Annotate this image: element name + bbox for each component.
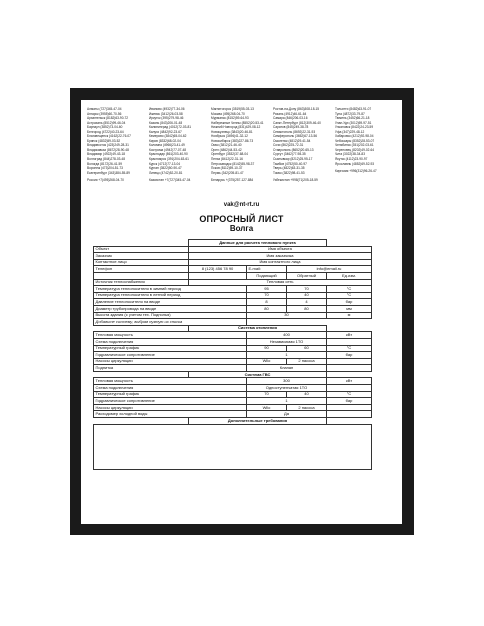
section-header: Данные для расчета теплового пункта: [189, 240, 327, 247]
city-phone: Тольятти (8482)63-91-07: [335, 107, 372, 111]
city-phone: Благовещенск (4162)22-76-07: [87, 134, 131, 139]
unit-label: °С: [327, 292, 372, 299]
field-label: Температура теплоносителя в летний период: [94, 292, 247, 299]
heating-makeup-select[interactable]: Клапан: [247, 365, 327, 372]
city-phone: Волгоград (844)278-03-48: [87, 157, 125, 162]
column-header: Обратный: [287, 272, 327, 279]
winter-supply-field[interactable]: 95: [247, 286, 287, 293]
city-phone: Екатеринбург (343)384-55-89: [87, 170, 130, 175]
city-phone: Калининград (4012)72-03-81: [149, 125, 191, 130]
empty-cell: [327, 338, 372, 345]
dhw-temp-supply-field[interactable]: 70: [247, 391, 287, 398]
questionnaire-table: [93, 239, 372, 470]
empty-cell: [327, 358, 372, 365]
summer-supply-field[interactable]: 70: [247, 292, 287, 299]
city-column: [211, 107, 273, 183]
dhw-resistance-field[interactable]: 1: [247, 398, 327, 405]
city-phone: Сочи (862)225-72-31: [273, 143, 304, 148]
field-label: Схема подключения: [94, 385, 247, 392]
city-phone: Казань (843)206-01-48: [149, 120, 183, 125]
page-subtitle: Волга: [229, 224, 254, 233]
field-label: Температура теплоносителя в зимний период: [94, 286, 247, 293]
source-field[interactable]: Тепловая сеть: [189, 279, 372, 286]
city-phone: Орел (4862)44-53-42: [211, 147, 242, 152]
dhw-power-field[interactable]: 300: [247, 378, 327, 385]
empty-cell: [327, 404, 372, 411]
field-label: Заказчик: [94, 253, 189, 260]
section-header: Система ГВС: [189, 371, 327, 378]
empty-cell: [327, 411, 372, 418]
city-phone: Краснодар (861)203-40-90: [149, 152, 188, 157]
column-header: Подающий: [247, 272, 287, 279]
country-phone: Беларусь +(375)257-127-884: [211, 178, 254, 183]
diameter-return-field[interactable]: 80: [287, 305, 327, 312]
field-label: Насосы циркуляции: [94, 404, 247, 411]
empty-cell: [94, 272, 189, 279]
unit-label: °С: [327, 345, 372, 352]
field-label: Тепловая мощность: [94, 378, 247, 385]
customer-field[interactable]: Имя заказчика: [189, 253, 372, 260]
country-phone: Узбекистан +998(71)205-18-59: [273, 178, 318, 183]
page-title: ОПРОСНЫЙ ЛИСТ: [199, 214, 284, 224]
heating-pump-count-select[interactable]: 2 насоса: [287, 358, 327, 365]
questionnaire-page: [81, 100, 402, 524]
city-phone: Тамбов (4752)50-40-97: [273, 161, 307, 166]
city-phone: Красноярск (391)204-63-61: [149, 157, 189, 162]
summer-return-field[interactable]: 40: [287, 292, 327, 299]
contact-email[interactable]: vak@nt-rt.ru: [223, 202, 260, 208]
section-header: Система отопления: [189, 325, 327, 332]
field-label: Давление теплоносителя на вводе: [94, 299, 247, 306]
city-phone: Ижевск (3412)26-03-58: [149, 111, 183, 116]
dhw-pump-count-select[interactable]: 2 насоса: [287, 404, 327, 411]
dhw-pump-brand-select[interactable]: Wilo: [247, 404, 287, 411]
diameter-supply-field[interactable]: 80: [247, 305, 287, 312]
unit-label: бар: [327, 398, 372, 405]
city-phone: Чебоксары (8352)28-53-07: [335, 138, 375, 143]
city-phone: Сургут (3462)77-98-35: [273, 152, 306, 157]
city-phone: Сыктывкар (8212)25-95-17: [273, 157, 313, 162]
field-label: Контактное лицо: [94, 259, 189, 266]
city-phone: Иркутск (395)279-98-46: [149, 116, 184, 121]
add-system-dropdown[interactable]: Добавьте систему, выбрав нужную из списка: [94, 319, 247, 326]
heating-temp-return-field[interactable]: 60: [287, 345, 327, 352]
unit-label: кВт: [327, 378, 372, 385]
section-header: Дополнительные требования: [189, 418, 327, 425]
city-phone: Ульяновск (8422)24-23-59: [335, 125, 374, 130]
city-phone: Ангарск (3955)60-70-56: [87, 111, 122, 116]
city-phone: Киров (8332)68-02-04: [149, 138, 181, 143]
city-phone: Алматы (727)345-47-04: [87, 107, 122, 111]
city-phone: Барнаул (3852)73-04-60: [87, 125, 123, 130]
phone-field[interactable]: 8 (123) 456 78 90: [189, 266, 247, 273]
field-label: Расходомер холодной воды: [94, 411, 247, 418]
city-phone: Череповец (8202)49-02-64: [335, 147, 375, 152]
city-phone: Тверь (4822)63-31-35: [273, 166, 305, 171]
object-field[interactable]: Имя объекта: [189, 246, 372, 253]
country-phone: Казахстан +7(727)345-47-04: [149, 178, 191, 183]
city-phone: Симферополь (3652)67-13-56: [273, 134, 318, 139]
field-label: Высота здания (с учетом тех. Подполья): [94, 312, 247, 319]
city-phone: Санкт-Петербург (812)309-46-40: [273, 120, 321, 125]
field-label: Подпитка: [94, 365, 247, 372]
city-phone: Тюмень (3452)66-21-18: [335, 116, 370, 121]
city-phone: Новокузнецк (3843)20-46-81: [211, 129, 253, 134]
city-phone: Нижний Новгород (831)429-08-12: [211, 125, 261, 130]
field-label: Насосы циркуляции: [94, 358, 247, 365]
city-column: [335, 107, 397, 174]
city-phone: Липецк (4742)52-20-81: [149, 170, 183, 175]
city-phone: Воронеж (473)204-51-73: [87, 166, 123, 171]
heating-resistance-field[interactable]: 1: [247, 352, 327, 359]
dhw-meter-select[interactable]: Да: [247, 411, 327, 418]
city-phone: Мурманск (8152)59-64-93: [211, 116, 249, 121]
empty-cell: [327, 365, 372, 372]
field-label: Температурный график: [94, 345, 247, 352]
field-label: Телефон: [94, 266, 189, 273]
country-phone: Киргизия +996(312)96-26-47: [335, 169, 377, 174]
city-phone: Омск (3812)21-46-40: [211, 143, 242, 148]
city-phone: Владикавказ (8672)28-90-48: [87, 147, 129, 152]
city-phone: Белгород (4722)40-23-64: [87, 129, 124, 134]
city-phone: Калуга (4842)92-23-67: [149, 129, 182, 134]
city-phone: Пермь (342)205-81-47: [211, 170, 244, 175]
city-phone: Петрозаводск (8142)55-98-37: [211, 161, 255, 166]
city-phone: Владимир (4922)49-43-18: [87, 152, 126, 157]
field-label: Гидравлическое сопротивление: [94, 352, 247, 359]
unit-label: °С: [327, 391, 372, 398]
city-phone: Кострома (4942)77-07-48: [149, 147, 187, 152]
height-field[interactable]: 30: [247, 312, 327, 319]
field-label: Источник теплоснабжения: [94, 279, 189, 286]
city-phone: Архангельск (8182)63-90-72: [87, 116, 129, 121]
heating-temp-supply-field[interactable]: 90: [247, 345, 287, 352]
city-phone: Рязань (4912)46-61-64: [273, 111, 307, 116]
unit-label: бар: [327, 299, 372, 306]
contact-field[interactable]: Имя контактного лица: [189, 259, 372, 266]
city-phone: Новосибирск (383)227-86-73: [211, 138, 254, 143]
field-label: Температурный график: [94, 391, 247, 398]
city-phone: Курск (4712)77-13-04: [149, 161, 181, 166]
column-header: Ед.изм.: [327, 272, 372, 279]
pressure-return-field[interactable]: 4: [287, 299, 327, 306]
city-phone: Магнитогорск (3519)55-03-13: [211, 107, 254, 111]
email-field[interactable]: info@email.ru: [287, 266, 372, 273]
empty-cell: [327, 385, 372, 392]
dhw-temp-return-field[interactable]: 40: [287, 391, 327, 398]
city-phone: Иваново (4932)77-34-06: [149, 107, 185, 111]
city-phone: Астрахань (8512)99-46-04: [87, 120, 126, 125]
empty-cell: [189, 272, 247, 279]
city-phone: Коломна (4966)23-41-49: [149, 143, 185, 148]
heating-pump-brand-select[interactable]: Wilo: [247, 358, 287, 365]
country-phone: Россия +7(495)268-04-70: [87, 178, 124, 183]
city-phone: Тула (4872)33-79-87: [335, 111, 365, 116]
city-phone: Севастополь (8692)22-31-93: [273, 129, 316, 134]
city-phone: Ростов-на-Дону (863)308-18-15: [273, 107, 320, 111]
dhw-scheme-select[interactable]: Одноступенчатая 1ТО: [247, 385, 327, 392]
city-phone: Саратов (845)249-38-78: [273, 125, 309, 130]
unit-label: бар: [327, 352, 372, 359]
city-phone: Псков (8112)59-10-37: [211, 166, 243, 171]
city-phone: Улан-Удэ (3012)59-97-51: [335, 120, 372, 125]
field-label: Объект: [94, 246, 189, 253]
city-phone: Курган (3522)50-90-47: [149, 166, 182, 171]
city-column: [87, 107, 149, 183]
city-phone: Хабаровск (4212)92-98-04: [335, 134, 374, 139]
city-column: [273, 107, 335, 183]
city-phone: Томск (3822)98-41-53: [273, 170, 305, 175]
pressure-supply-field[interactable]: 8: [247, 299, 287, 306]
unit-label: мм: [327, 305, 372, 312]
city-phone: Ставрополь (8652)20-65-13: [273, 147, 314, 152]
city-phone: Смоленск (4812)29-41-54: [273, 138, 311, 143]
extra-requirements-field[interactable]: [94, 424, 372, 470]
city-phone: Самара (846)206-03-16: [273, 116, 308, 121]
city-phone: Пенза (8412)22-31-16: [211, 157, 243, 162]
city-phone: Оренбург (3532)37-68-04: [211, 152, 248, 157]
city-phone: Ярославль (4852)69-52-93: [335, 161, 375, 166]
city-phone: Челябинск (351)202-03-61: [335, 143, 374, 148]
city-phone: Чита (3022)38-34-83: [335, 152, 365, 157]
city-phone: Ноябрьск (3496)41-32-12: [211, 134, 248, 139]
field-label: E-mail:: [247, 266, 287, 273]
field-label: Схема подключения: [94, 338, 247, 345]
heating-scheme-select[interactable]: Независимая 1ТО: [247, 338, 327, 345]
city-phone: Кемерово (3842)65-04-62: [149, 134, 187, 139]
field-label: Гидравлическое сопротивление: [94, 398, 247, 405]
city-column: [149, 107, 211, 183]
city-phone: Вологда (8172)26-41-59: [87, 161, 123, 166]
city-phone: Якутск (4112)23-90-97: [335, 157, 368, 162]
unit-label: кВт: [327, 332, 372, 339]
unit-label: °С: [327, 286, 372, 293]
city-phone: Уфа (347)229-48-12: [335, 129, 365, 134]
city-phone: Москва (495)268-04-70: [211, 111, 245, 116]
city-phone: Владивосток (423)249-28-31: [87, 143, 129, 148]
unit-label: м: [327, 312, 372, 319]
field-label: Тепловая мощность: [94, 332, 247, 339]
winter-return-field[interactable]: 70: [287, 286, 327, 293]
heating-power-field[interactable]: 400: [247, 332, 327, 339]
city-phone: Брянск (4832)59-03-52: [87, 138, 121, 143]
city-phone: Набережные Челны (8552)20-53-41: [211, 120, 264, 125]
city-contacts: [87, 107, 399, 199]
field-label: Диаметр трубопровода на вводе: [94, 305, 247, 312]
